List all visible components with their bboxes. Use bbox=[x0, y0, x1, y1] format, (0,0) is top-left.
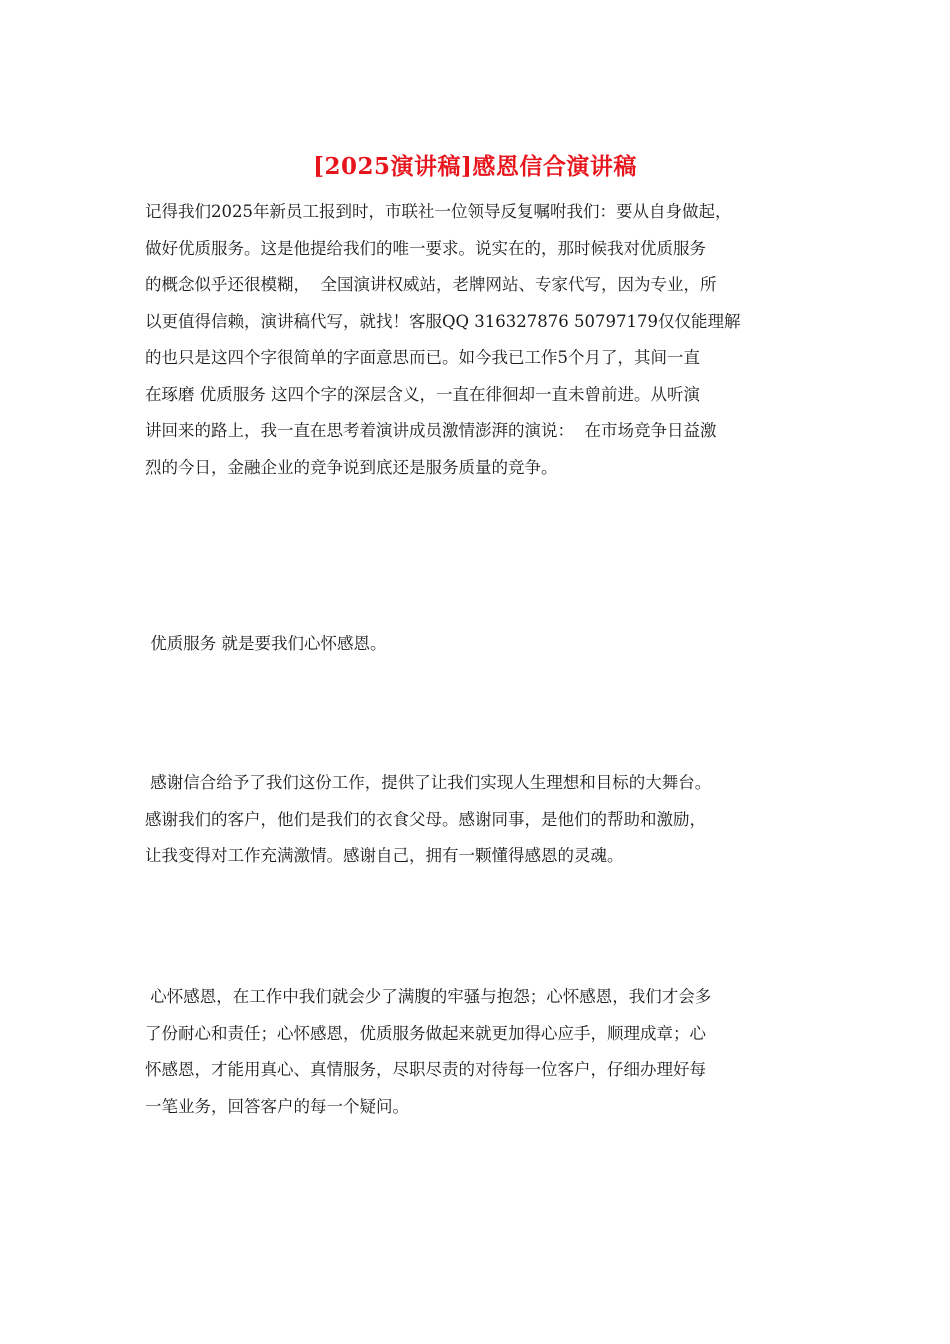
paragraph-line: 做好优质服务。这是他提给我们的唯一要求。说实在的，那时候我对优质服务 bbox=[145, 238, 706, 258]
paragraph-line: 心怀感恩，在工作中我们就会少了满腹的牢骚与抱怨；心怀感恩，我们才会多 bbox=[145, 987, 712, 1006]
paragraph-line: 感谢信合给予了我们这份工作，提供了让我们实现人生理想和目标的大舞台。 bbox=[145, 773, 712, 792]
paragraph-line: 了份耐心和责任；心怀感恩，优质服务做起来就更加得心应手，顺理成章；心 bbox=[145, 1023, 706, 1043]
paragraph-line: 烈的今日，金融企业的竞争说到底还是服务质量的竞争。 bbox=[145, 457, 558, 477]
paragraph-line: 记得我们2025年新员工报到时，市联社一位领导反复嘱咐我们：要从自身做起， bbox=[145, 202, 732, 221]
paragraph-line: 一笔业务，回答客户的每一个疑问。 bbox=[145, 1096, 409, 1116]
document-title: [2025演讲稿]感恩信合演讲稿 bbox=[313, 153, 637, 180]
paragraph-line: 的概念似乎还很模糊， 全国演讲权威站，老牌网站、专家代写，因为专业，所 bbox=[145, 275, 717, 294]
paragraph-2 bbox=[145, 626, 815, 663]
paragraph-line: 的也只是这四个字很简单的字面意思而已。如今我已工作5个月了，其间一直 bbox=[145, 348, 700, 367]
paragraph-3 bbox=[145, 765, 815, 875]
paragraph-line: 感谢我们的客户，他们是我们的衣食父母。感谢同事，是他们的帮助和激励， bbox=[145, 809, 706, 829]
paragraph-line: 讲回来的路上，我一直在思考着演讲成员激情澎湃的演说： 在市场竞争日益激 bbox=[145, 421, 717, 440]
paragraph-line: 以更值得信赖，演讲稿代写，就找！客服QQ 316327876 50797179仅仅能理解 bbox=[145, 311, 741, 331]
paragraph-line: 在琢磨 优质服务 这四个字的深层含义，一直在徘徊却一直未曾前进。从听演 bbox=[145, 384, 700, 404]
paragraph-1 bbox=[145, 194, 815, 486]
paragraph-line: 怀感恩，才能用真心、真情服务，尽职尽责的对待每一位客户，仔细办理好每 bbox=[145, 1060, 706, 1079]
paragraph-line: 让我变得对工作充满激情。感谢自己，拥有一颗懂得感恩的灵魂。 bbox=[145, 846, 624, 865]
paragraph-line: 优质服务 就是要我们心怀感恩。 bbox=[145, 634, 387, 653]
paragraph-4 bbox=[145, 979, 815, 1125]
